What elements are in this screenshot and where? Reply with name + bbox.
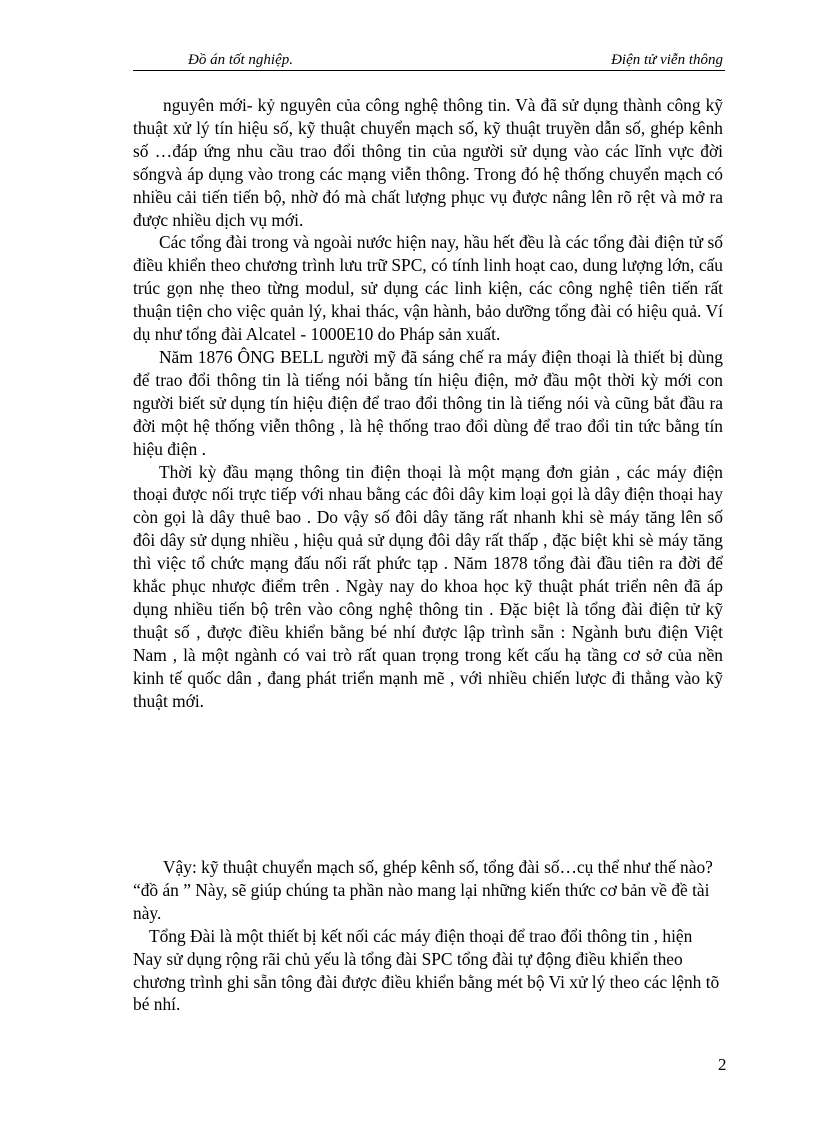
paragraph: Tổng Đài là một thiết bị kết nối các máy điện thoại để trao đổi thông tin , hiện Nay sử dụng rộng rãi chủ yếu là tổng đài SPC tổng đài tự động điều khiển theo chương trình ghi sẵn tông đài được điều khiển bằng mét bộ Vi xử lý theo các lệnh tõ bé nhí. (133, 925, 720, 1015)
paragraph: nguyên mới- kỷ nguyên của công nghệ thông tin. Và đã sử dụng thành công kỹ thuật xử lý tín hiệu số, kỹ thuật chuyển mạch số, kỹ thuật truyền dẫn số, ghép kênh số …đáp ứng nhu cầu trao đổi thông tin của người sử dụng vào các lĩnh vực đời sốngvà áp dụng vào trong các mạng viễn thông. Trong đó hệ thống chuyển mạch có nhiều cải tiến tiến bộ, nhờ đó mà chất lượng phục vụ được nâng lên rõ rệt và mở ra được nhiều dịch vụ mới. (133, 95, 723, 230)
paragraph: Vậy: kỹ thuật chuyển mạch số, ghép kênh số, tổng đài số…cụ thể như thế nào? “đồ án ” Này, sẽ giúp chúng ta phần nào mang lại những kiến thức cơ bản về đề tài này. (133, 857, 748, 923)
paragraph: Các tổng đài trong và ngoài nước hiện nay, hầu hết đều là các tổng đài điện tử số điều khiển theo chương trình lưu trữ SPC, có tính linh hoạt cao, dung lượng lớn, cấu trúc gọn nhẹ theo từng modul, sử dụng các linh kiện, các công nghệ tiên tiến rất thuận tiện cho việc quản lý, khai thác, vận hành, bảo dưỡng tổng đài có hiệu quả. Ví dụ như tổng đài Alcatel - 1000E10 do Pháp sản xuất. (133, 232, 723, 345)
lower-text (133, 856, 748, 1016)
paragraph: Thời kỳ đầu mạng thông tin điện thoại là một mạng đơn giản , các máy điện thoại được nối trực tiếp với nhau bằng các đôi dây kim loại gọi là dây điện thoại hay còn gọi là dây thuê bao . Do vậy số đôi dây tăng rất nhanh khi sè máy tăng lên số đôi dây sử dụng nhiều , hiệu quả sử dụng đôi dây rất thấp , đặc biệt khi sè máy tăng thì việc tổ chức mạng đấu nối rất phức tạp . Năm 1878 tổng đài đầu tiên ra đời để khắc phục nhược điểm trên . Ngày nay do khoa học kỹ thuật phát triển nên đã áp dụng nhiều tiến bộ trên vào công nghệ thông tin . Đặc biệt là tổng đài điện tử kỹ thuật số , được điều khiển bằng bé nhí được lập trình sẵn : Ngành bưu điện Việt Nam , là một ngành có vai trò rất quan trọng trong kết cấu hạ tầng cơ sở của nền kinh tế quốc dân , đang phát triển mạnh mẽ , với nhiều chiến lược đi thẳng vào kỹ thuật mới. (133, 461, 723, 711)
main-text (133, 94, 723, 712)
paragraph: Năm 1876 ÔNG BELL người mỹ đã sáng chế ra máy điện thoại là thiết bị dùng để trao đổi thông tin là tiếng nói bằng tín hiệu điện, mở đầu một thời kỳ mới con người biết sử dụng tín hiệu điện để trao đổi thông tin là tiếng nói và cũng bắt đầu ra đời một hệ thống viễn thông , là hệ thống trao đổi dùng để trao đổi tin tức bằng tín hiệu điện . (133, 346, 723, 459)
header-left-title: Đồ án tốt nghiệp. (188, 52, 293, 68)
header-right-title: Điện tử viễn thông (611, 52, 723, 68)
page-number: 2 (718, 1055, 727, 1074)
page-header (133, 50, 725, 71)
